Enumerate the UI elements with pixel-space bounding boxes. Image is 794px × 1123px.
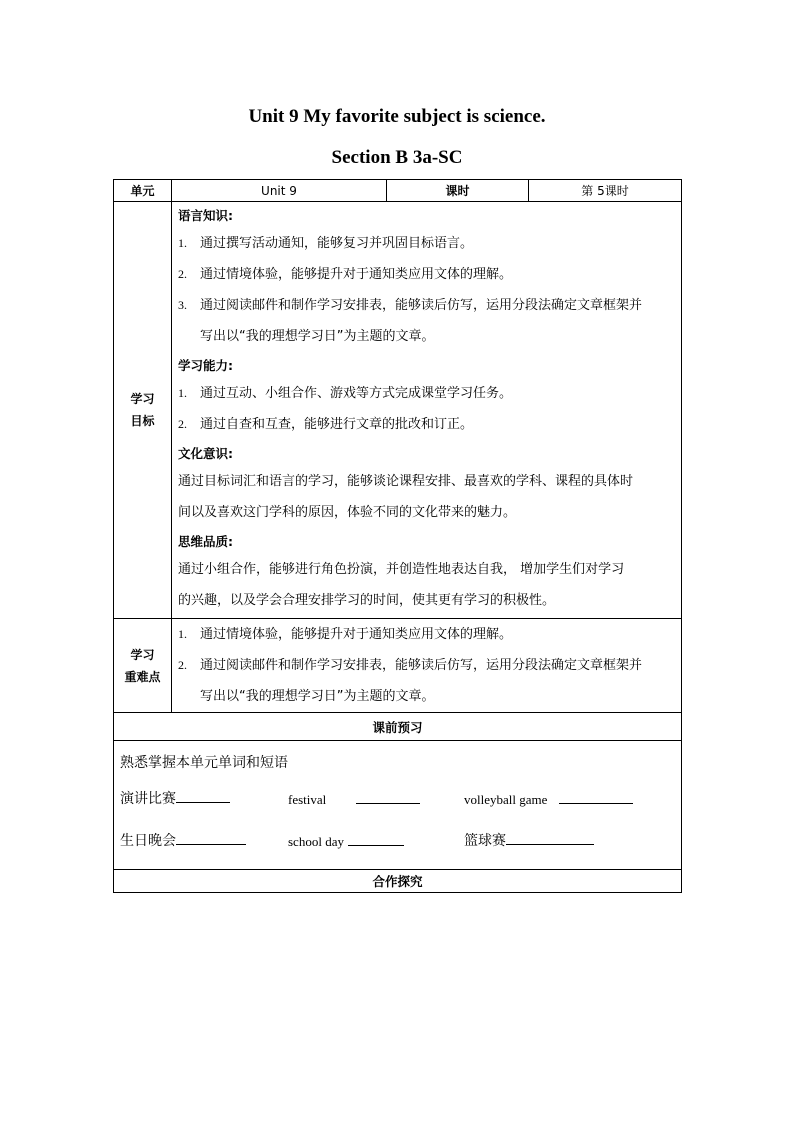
period-value: 第 5课时: [529, 180, 682, 202]
vocab-row: [120, 777, 675, 819]
list-item: 2. 通过阅读邮件和制作学习安排表，能够读后仿写，运用分段法确定文章框架并: [178, 658, 643, 673]
vocab-item: 生日晚会: [120, 830, 288, 850]
vocab-row: [120, 819, 675, 861]
learning-ability-title: 学习能力:: [178, 358, 233, 373]
blank-line[interactable]: [506, 830, 594, 845]
list-item: 2. 通过情境体验，能够提升对于通知类应用文体的理解。: [178, 267, 513, 282]
vocab-item: 篮球赛: [464, 830, 594, 850]
vocab-item: festival: [288, 789, 464, 808]
thinking-quality-text: 通过小组合作，能够进行角色扮演，并创造性地表达自我， 增加学生们对学习: [178, 562, 625, 577]
cooperate-title-row: [114, 870, 682, 893]
document-title: Unit 9 My favorite subject is science.: [248, 106, 546, 127]
thinking-quality-title: 思维品质:: [178, 534, 233, 549]
vocab-item: volleyball game: [464, 789, 633, 808]
key-points-label: 学习 重难点: [114, 619, 172, 713]
key-points-content: [172, 619, 682, 713]
list-item: 1. 通过情境体验，能够提升对于通知类应用文体的理解。: [178, 627, 513, 642]
cooperate-title: 合作探究: [114, 870, 682, 893]
cultural-awareness-title: 文化意识:: [178, 446, 233, 461]
preview-content-row: [114, 741, 682, 870]
list-item: 3. 通过阅读邮件和制作学习安排表，能够读后仿写，运用分段法确定文章框架并: [178, 298, 643, 313]
unit-value: Unit 9: [172, 180, 387, 202]
vocab-item: school day: [288, 831, 464, 850]
list-item: 1. 通过互动、小组合作、游戏等方式完成课堂学习任务。: [178, 386, 513, 401]
objectives-content: [172, 202, 682, 619]
vocab-item: 演讲比赛: [120, 788, 288, 808]
cultural-awareness-text: 通过目标词汇和语言的学习，能够谈论课程安排、最喜欢的学科、课程的具体时: [178, 474, 634, 489]
list-item-continuation: 写出以“我的理想学习日”为主题的文章。: [200, 329, 435, 344]
list-item: 2. 通过自查和互查，能够进行文章的批改和订正。: [178, 417, 474, 432]
preview-title: 课前预习: [114, 713, 682, 741]
key-points-row: [114, 619, 682, 713]
blank-line[interactable]: [176, 830, 246, 845]
document-subtitle: Section B 3a-SC: [331, 147, 463, 168]
preview-intro: 熟悉掌握本单元单词和短语: [120, 755, 288, 771]
blank-line[interactable]: [176, 788, 230, 803]
header-row: [114, 180, 682, 202]
objectives-label: 学习 目标: [114, 202, 172, 619]
blank-line[interactable]: [348, 831, 404, 846]
language-knowledge-title: 语言知识:: [178, 208, 233, 223]
preview-title-row: [114, 713, 682, 741]
blank-line[interactable]: [559, 789, 633, 804]
cultural-awareness-text: 间以及喜欢这门学科的原因，体验不同的文化带来的魅力。: [178, 505, 517, 520]
lesson-plan-table: [113, 179, 682, 893]
list-item: 1. 通过撰写活动通知，能够复习并巩固目标语言。: [178, 236, 474, 251]
blank-line[interactable]: [356, 789, 420, 804]
list-item-continuation: 写出以“我的理想学习日”为主题的文章。: [200, 689, 435, 704]
objectives-row: [114, 202, 682, 619]
thinking-quality-text: 的兴趣，以及学会合理安排学习的时间，使其更有学习的积极性。: [178, 593, 556, 608]
period-label: 课时: [387, 180, 529, 202]
preview-content: [114, 741, 682, 870]
unit-label: 单元: [114, 180, 172, 202]
